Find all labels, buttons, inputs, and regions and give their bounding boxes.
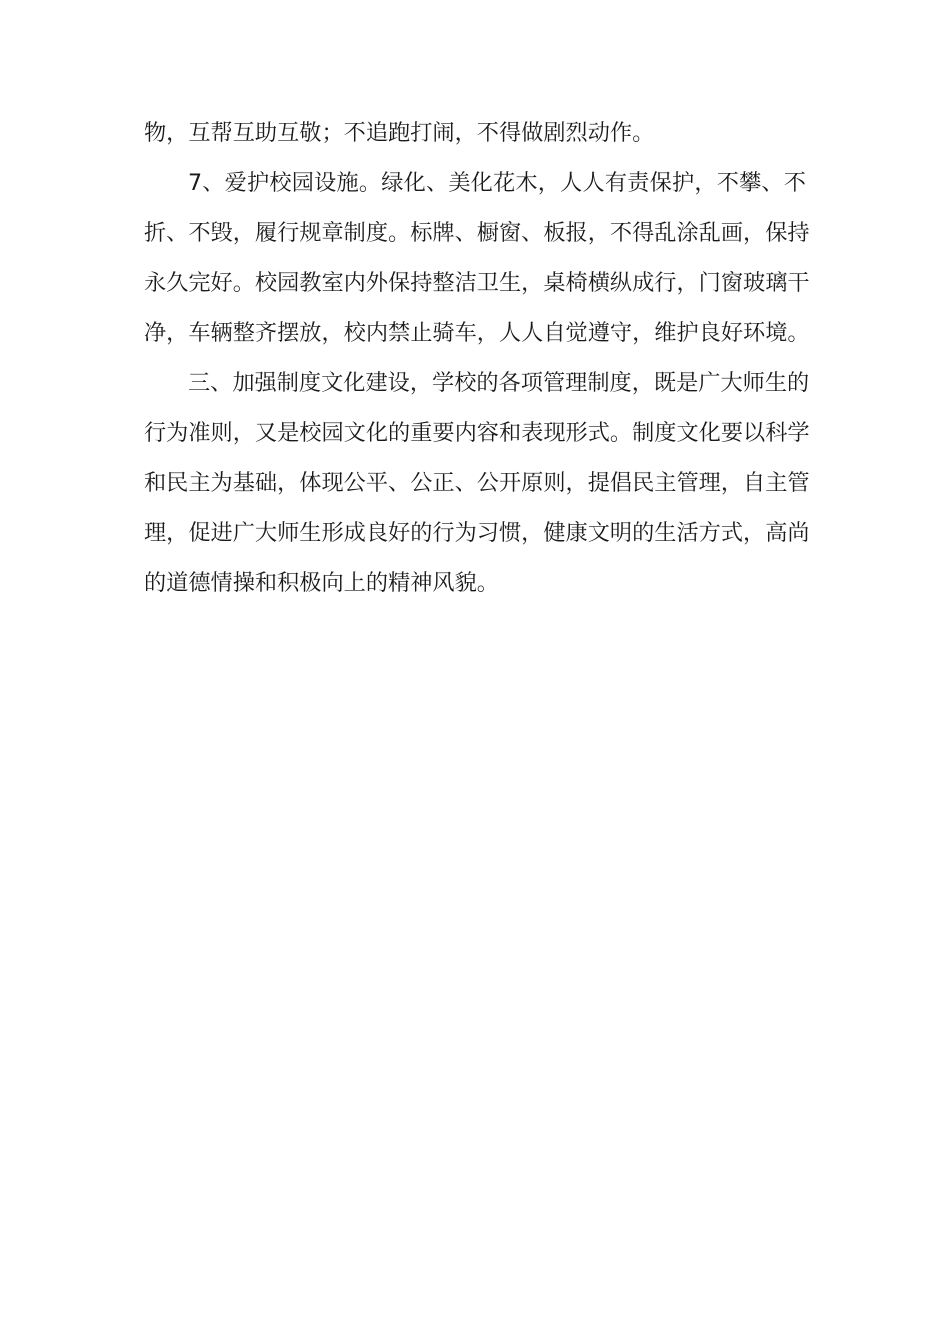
text-line: 和民主为基础，体现公平、公正、公开原则，提倡民主管理，自主管 (144, 470, 810, 496)
text-line: 7、爱护校园设施。绿化、美化花木，人人有责保护，不攀、不 (188, 170, 806, 196)
text-line: 的道德情操和积极向上的精神风貌。 (144, 570, 499, 596)
text-line: 理，促进广大师生形成良好的行为习惯，健康文明的生活方式，高尚 (144, 520, 810, 546)
text-line: 永久完好。校园教室内外保持整洁卫生，桌椅横纵成行，门窗玻璃干 (144, 270, 810, 296)
text-line: 折、不毁，履行规章制度。标牌、橱窗、板报，不得乱涂乱画，保持 (144, 220, 810, 246)
paragraph-item-7 (144, 158, 810, 358)
text-line: 净，车辆整齐摆放，校内禁止骑车，人人自觉遵守，维护良好环境。 (144, 320, 810, 346)
text-line: 三、加强制度文化建设，学校的各项管理制度，既是广大师生的 (188, 370, 810, 396)
text-line: 物，互帮互助互敬；不追跑打闹，不得做剧烈动作。 (144, 120, 655, 146)
paragraph-section-3 (144, 358, 810, 608)
paragraph-continuation (144, 108, 806, 158)
document-body (144, 108, 810, 608)
text-line: 行为准则，又是校园文化的重要内容和表现形式。制度文化要以科学 (144, 420, 810, 446)
